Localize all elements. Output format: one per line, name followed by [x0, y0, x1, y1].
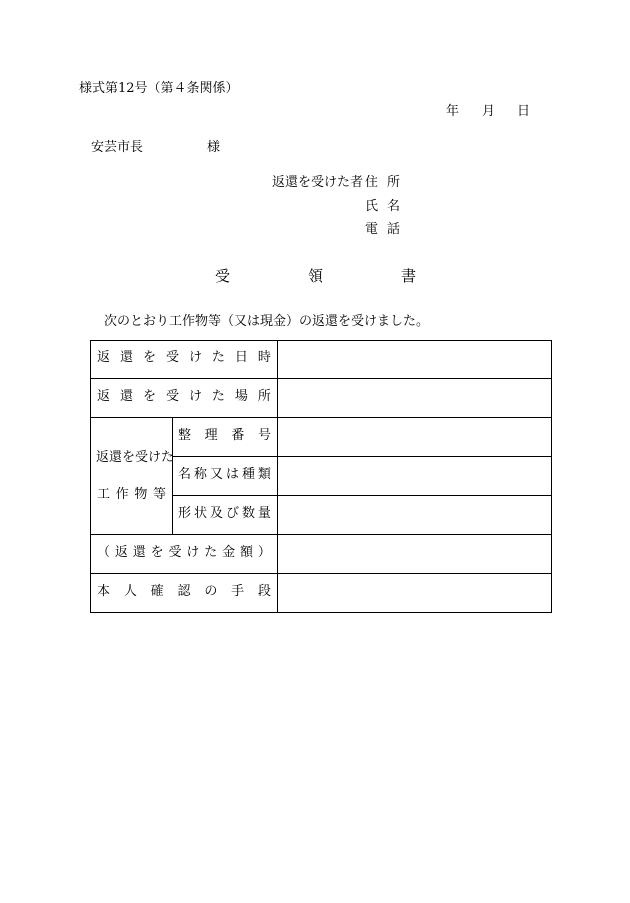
row-returned-amount-label: （ 返 還 を 受 け た 金 額 ） — [97, 545, 271, 560]
group-label-line1: 返還を受けた — [96, 450, 175, 465]
document-title: 受 領 書 — [215, 267, 416, 285]
recipient-label: 返還を受けた者 — [272, 175, 364, 190]
sub-row-reference-number-label: 整 理 番 号 — [178, 428, 271, 443]
addressee: 安芸市長 — [91, 140, 144, 155]
table-column-divider — [277, 340, 278, 613]
table-divider — [172, 495, 552, 496]
table-divider — [90, 417, 552, 418]
form-number: 様式第12号（第４条関係） — [79, 81, 239, 96]
honorific: 様 — [207, 140, 221, 155]
phone-label: 電 話 — [365, 222, 400, 237]
table-column-divider — [172, 417, 173, 534]
table-divider — [90, 378, 552, 379]
table-divider — [90, 534, 552, 535]
row-identity-verification-label: 本 人 確 認 の 手 段 — [97, 584, 271, 599]
table-divider — [172, 456, 552, 457]
row-return-datetime-label: 返 還 を 受 け た 日 時 — [97, 350, 271, 365]
group-label-line2: 工 作 物 等 — [97, 487, 166, 502]
intro-text: 次のとおり工作物等（又は現金）の返還を受けました。 — [104, 314, 430, 329]
date-day-label: 日 — [517, 104, 531, 119]
sub-row-name-type-label: 名 称 又 は 種 類 — [178, 467, 271, 482]
date-month-label: 月 — [482, 104, 496, 119]
sub-row-shape-quantity-label: 形 状 及 び 数 量 — [178, 506, 271, 521]
address-label: 住 所 — [365, 175, 400, 190]
date-year-label: 年 — [446, 104, 460, 119]
row-return-place-label: 返 還 を 受 け た 場 所 — [97, 389, 271, 404]
name-label: 氏 名 — [365, 199, 400, 214]
table-divider — [90, 573, 552, 574]
